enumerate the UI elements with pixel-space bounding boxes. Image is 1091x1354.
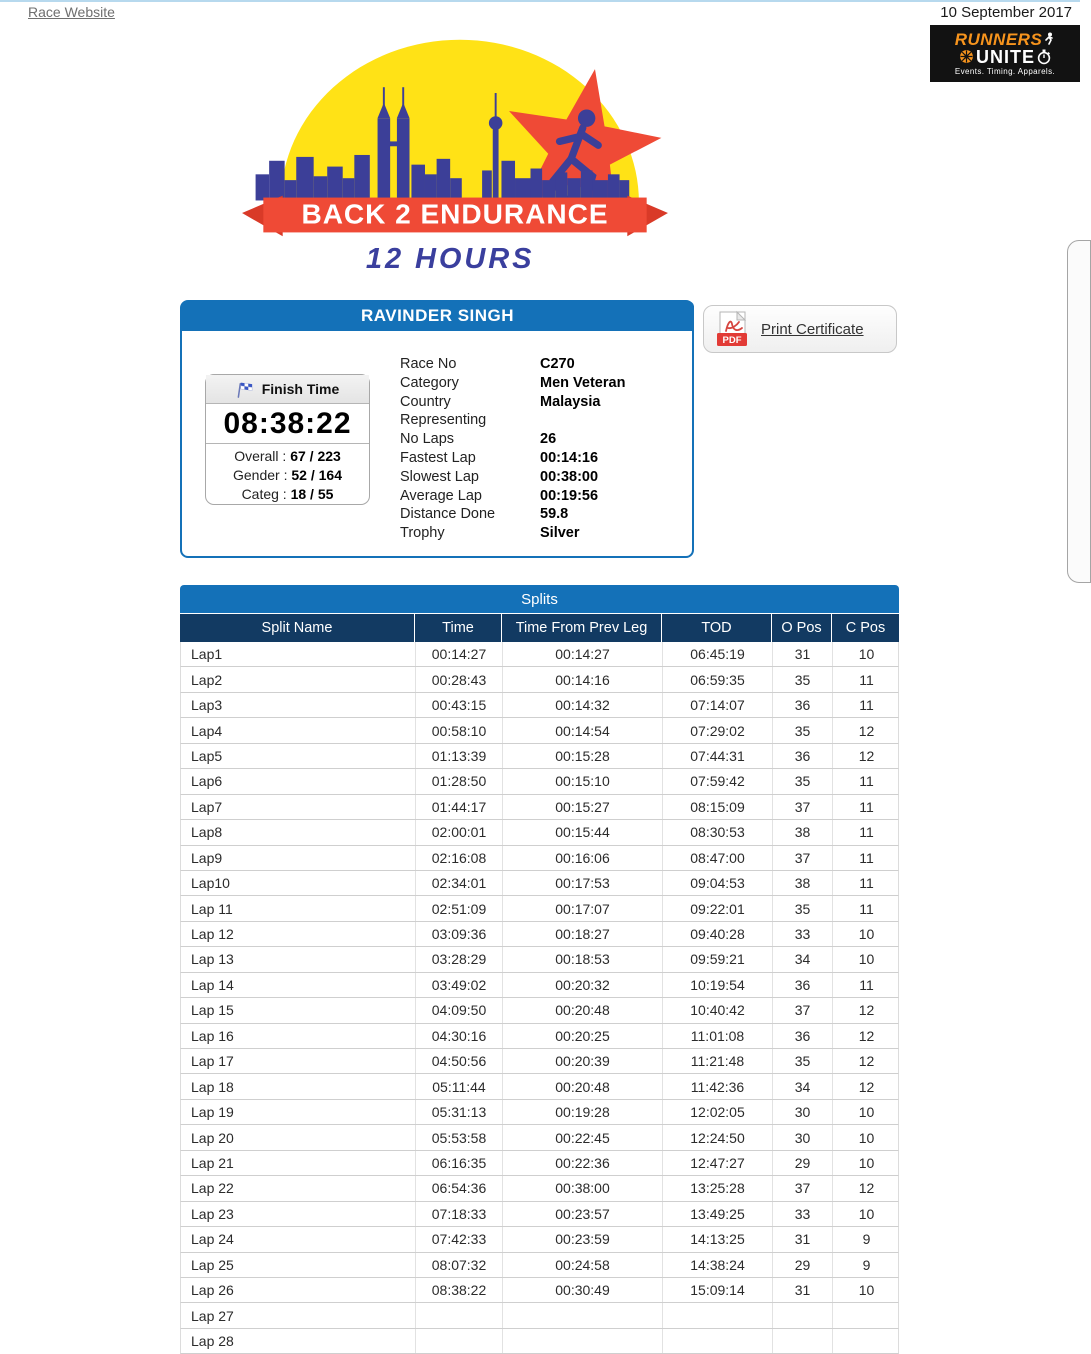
athlete-name: RAVINDER SINGH <box>181 301 694 331</box>
table-row <box>180 922 899 947</box>
splits-title: Splits <box>180 585 899 613</box>
split-value-cell: 10 <box>832 922 900 946</box>
finish-time-box <box>205 374 370 505</box>
split-value-cell: 37 <box>772 795 832 819</box>
split-value-cell: 35 <box>772 718 832 742</box>
table-row <box>180 1202 899 1227</box>
split-value-cell: 12 <box>832 998 900 1022</box>
split-value-cell: 38 <box>772 820 832 844</box>
split-value-cell: 12 <box>832 744 900 768</box>
split-value-cell: 10 <box>832 642 900 666</box>
table-row <box>180 1253 899 1278</box>
split-value-cell: 36 <box>772 744 832 768</box>
split-value-cell <box>415 1329 502 1353</box>
info-row <box>400 487 686 506</box>
split-value-cell: 31 <box>772 1278 832 1302</box>
finish-position-label: Gender : <box>233 467 292 483</box>
split-value-cell: 11 <box>832 973 900 997</box>
column-header: C Pos <box>831 614 899 642</box>
split-value-cell: 06:16:35 <box>415 1151 502 1175</box>
split-value-cell: 12 <box>832 1074 900 1098</box>
split-value-cell: 10 <box>832 1125 900 1149</box>
split-name-cell: Lap 17 <box>191 1053 234 1070</box>
info-value: Men Veteran <box>540 374 626 391</box>
split-value-cell: 00:18:27 <box>502 922 662 946</box>
table-row <box>180 1049 899 1074</box>
split-value-cell: 10:19:54 <box>662 973 772 997</box>
split-value-cell: 09:22:01 <box>662 896 772 920</box>
split-value-cell: 12 <box>832 718 900 742</box>
table-row <box>180 1100 899 1125</box>
split-value-cell: 10 <box>832 1100 900 1124</box>
split-value-cell: 08:38:22 <box>415 1278 502 1302</box>
split-value-cell: 12:02:05 <box>662 1100 772 1124</box>
column-header: Time From Prev Leg <box>501 614 661 642</box>
split-value-cell: 07:29:02 <box>662 718 772 742</box>
split-name-cell: Lap 20 <box>191 1129 234 1146</box>
info-label: Trophy <box>400 525 445 542</box>
pdf-icon <box>717 311 749 348</box>
banner-title: BACK 2 ENDURANCE <box>301 198 609 230</box>
split-value-cell: 15:09:14 <box>662 1278 772 1302</box>
column-header: O Pos <box>771 614 831 642</box>
split-value-cell: 9 <box>832 1227 900 1251</box>
info-label: Race No <box>400 356 457 372</box>
split-value-cell: 00:17:53 <box>502 871 662 895</box>
split-value-cell: 09:59:21 <box>662 947 772 971</box>
athlete-card <box>180 300 694 558</box>
split-value-cell: 00:15:10 <box>502 769 662 793</box>
split-value-cell: 00:15:44 <box>502 820 662 844</box>
split-value-cell <box>502 1303 662 1327</box>
split-name-cell: Lap8 <box>191 824 223 841</box>
top-accent-line <box>0 0 1080 2</box>
split-value-cell: 10:40:42 <box>662 998 772 1022</box>
split-value-cell: 34 <box>772 947 832 971</box>
table-row <box>180 896 899 921</box>
table-row <box>180 820 899 845</box>
split-value-cell: 00:14:27 <box>415 642 502 666</box>
split-value-cell: 02:16:08 <box>415 846 502 870</box>
split-value-cell: 30 <box>772 1100 832 1124</box>
split-value-cell <box>772 1303 832 1327</box>
info-value: 00:38:00 <box>540 468 599 485</box>
info-row <box>400 449 686 468</box>
split-name-cell: Lap 28 <box>191 1333 234 1350</box>
report-date: 10 September 2017 <box>940 4 1072 21</box>
split-value-cell: 00:14:32 <box>502 693 662 717</box>
info-label: Slowest Lap <box>400 468 479 485</box>
split-value-cell: 14:38:24 <box>662 1253 772 1277</box>
split-value-cell: 02:51:09 <box>415 896 502 920</box>
split-name-cell: Lap4 <box>191 722 223 739</box>
split-value-cell: 34 <box>772 1074 832 1098</box>
split-name-cell: Lap 14 <box>191 976 234 993</box>
split-value-cell: 36 <box>772 693 832 717</box>
split-value-cell: 37 <box>772 846 832 870</box>
split-value-cell: 00:14:27 <box>502 642 662 666</box>
split-value-cell: 11 <box>832 795 900 819</box>
event-logo <box>242 33 668 275</box>
split-value-cell: 29 <box>772 1151 832 1175</box>
info-row <box>400 374 686 393</box>
split-value-cell <box>772 1329 832 1353</box>
table-row <box>180 1125 899 1150</box>
split-name-cell: Lap 12 <box>191 926 234 943</box>
split-name-cell: Lap6 <box>191 773 223 790</box>
info-value: 00:19:56 <box>540 487 599 504</box>
split-value-cell: 00:17:07 <box>502 896 662 920</box>
split-value-cell: 10 <box>832 1151 900 1175</box>
split-value-cell: 00:20:25 <box>502 1024 662 1048</box>
split-value-cell: 04:50:56 <box>415 1049 502 1073</box>
table-row <box>180 769 899 794</box>
split-value-cell: 00:58:10 <box>415 718 502 742</box>
split-name-cell: Lap5 <box>191 747 223 764</box>
split-value-cell: 31 <box>772 642 832 666</box>
split-value-cell: 08:07:32 <box>415 1253 502 1277</box>
finish-time-header <box>206 375 369 404</box>
finish-position-row <box>206 447 369 466</box>
table-row <box>180 667 899 692</box>
table-row <box>180 1329 899 1354</box>
split-value-cell: 05:53:58 <box>415 1125 502 1149</box>
info-row <box>400 355 686 374</box>
split-name-cell: Lap 16 <box>191 1027 234 1044</box>
split-value-cell: 12:47:27 <box>662 1151 772 1175</box>
split-value-cell: 35 <box>772 769 832 793</box>
event-subtitle: 12 HOURS <box>365 243 535 276</box>
table-row <box>180 1303 899 1328</box>
split-name-cell: Lap2 <box>191 671 223 688</box>
table-row <box>180 1176 899 1201</box>
split-value-cell: 12 <box>832 1176 900 1200</box>
split-value-cell: 00:43:15 <box>415 693 502 717</box>
split-value-cell: 06:59:35 <box>662 667 772 691</box>
split-name-cell: Lap 25 <box>191 1256 234 1273</box>
split-value-cell: 10 <box>832 1278 900 1302</box>
split-value-cell: 07:18:33 <box>415 1202 502 1226</box>
split-value-cell: 35 <box>772 667 832 691</box>
split-name-cell: Lap1 <box>191 646 223 663</box>
runners-unite-tagline: Events. Timing. Apparels. <box>954 66 1056 76</box>
split-value-cell <box>662 1329 772 1353</box>
column-header: Time <box>414 614 501 642</box>
split-value-cell: 00:30:49 <box>502 1278 662 1302</box>
split-value-cell: 00:22:45 <box>502 1125 662 1149</box>
table-row <box>180 718 899 743</box>
info-row <box>400 505 686 524</box>
info-label: Fastest Lap <box>400 449 476 466</box>
unite-wordmark: UNITE <box>976 46 1035 67</box>
split-value-cell: 12 <box>832 1049 900 1073</box>
runners-unite-wordmark: RUNNERS <box>954 29 1043 49</box>
split-value-cell: 11 <box>832 871 900 895</box>
runner-icon <box>1042 32 1055 47</box>
split-value-cell: 37 <box>772 1176 832 1200</box>
split-name-cell: Lap3 <box>191 697 223 714</box>
runners-unite-logo <box>930 25 1080 82</box>
split-value-cell: 02:34:01 <box>415 871 502 895</box>
right-edge-panel <box>1067 240 1091 583</box>
info-row <box>400 393 686 431</box>
info-value: 59.8 <box>540 506 569 523</box>
table-row <box>180 973 899 998</box>
finish-position-value: 52 / 164 <box>291 467 342 483</box>
split-value-cell: 38 <box>772 871 832 895</box>
split-value-cell: 09:40:28 <box>662 922 772 946</box>
split-value-cell: 00:19:28 <box>502 1100 662 1124</box>
finish-position-label: Categ : <box>241 486 291 502</box>
split-value-cell: 13:49:25 <box>662 1202 772 1226</box>
table-row <box>180 1024 899 1049</box>
column-header: Split Name <box>261 620 333 636</box>
split-name-cell: Lap 24 <box>191 1231 234 1248</box>
table-row <box>180 1227 899 1252</box>
checkered-flag-icon <box>236 380 255 399</box>
split-value-cell: 06:45:19 <box>662 642 772 666</box>
table-row <box>180 846 899 871</box>
split-value-cell: 07:42:33 <box>415 1227 502 1251</box>
print-certificate-button[interactable] <box>703 305 897 353</box>
split-value-cell: 00:15:28 <box>502 744 662 768</box>
finish-time-value: 08:38:22 <box>206 404 369 444</box>
split-value-cell: 30 <box>772 1125 832 1149</box>
split-name-cell: Lap 15 <box>191 1002 234 1019</box>
info-label: Average Lap <box>400 487 482 504</box>
race-website-link[interactable]: Race Website <box>28 4 115 20</box>
split-value-cell: 10 <box>832 1202 900 1226</box>
split-value-cell <box>502 1329 662 1353</box>
split-name-cell: Lap 18 <box>191 1078 234 1095</box>
split-name-cell: Lap 21 <box>191 1154 234 1171</box>
split-value-cell: 00:22:36 <box>502 1151 662 1175</box>
split-value-cell: 01:13:39 <box>415 744 502 768</box>
split-value-cell: 08:47:00 <box>662 846 772 870</box>
table-row <box>180 871 899 896</box>
split-value-cell: 37 <box>772 998 832 1022</box>
finish-position-label: Overall : <box>234 448 291 464</box>
split-name-cell: Lap 11 <box>191 900 233 917</box>
split-name-cell: Lap 19 <box>191 1104 234 1121</box>
split-value-cell: 00:24:58 <box>502 1253 662 1277</box>
split-value-cell: 14:13:25 <box>662 1227 772 1251</box>
info-label: Category <box>400 374 459 391</box>
split-value-cell: 05:31:13 <box>415 1100 502 1124</box>
split-value-cell: 00:14:16 <box>502 667 662 691</box>
split-value-cell: 11:42:36 <box>662 1074 772 1098</box>
split-value-cell: 35 <box>772 896 832 920</box>
split-value-cell <box>415 1303 502 1327</box>
split-value-cell: 07:59:42 <box>662 769 772 793</box>
split-name-cell: Lap 26 <box>191 1282 234 1299</box>
split-name-cell: Lap9 <box>191 849 223 866</box>
split-value-cell: 00:20:39 <box>502 1049 662 1073</box>
info-row <box>400 524 686 543</box>
info-label: No Laps <box>400 431 455 448</box>
split-name-cell: Lap10 <box>191 875 230 892</box>
split-value-cell: 11:21:48 <box>662 1049 772 1073</box>
split-value-cell: 01:28:50 <box>415 769 502 793</box>
info-row <box>400 430 686 449</box>
split-value-cell: 00:18:53 <box>502 947 662 971</box>
split-value-cell: 12 <box>832 1024 900 1048</box>
table-row <box>180 1151 899 1176</box>
split-value-cell: 03:09:36 <box>415 922 502 946</box>
split-value-cell <box>662 1303 772 1327</box>
split-value-cell <box>832 1329 900 1353</box>
split-value-cell: 33 <box>772 922 832 946</box>
info-value: 00:14:16 <box>540 449 599 466</box>
split-value-cell: 00:16:06 <box>502 846 662 870</box>
finish-positions <box>206 444 369 504</box>
info-value: Silver <box>540 525 580 542</box>
split-value-cell: 02:00:01 <box>415 820 502 844</box>
split-name-cell: Lap 13 <box>191 951 234 968</box>
table-row <box>180 947 899 972</box>
table-row <box>180 1278 899 1303</box>
runners-unite-line2 <box>959 48 1051 66</box>
split-value-cell: 36 <box>772 973 832 997</box>
splits-rows <box>180 642 899 1354</box>
split-value-cell: 35 <box>772 1049 832 1073</box>
stopwatch-icon <box>1037 49 1051 65</box>
info-label: Distance Done <box>400 506 496 523</box>
split-value-cell: 03:49:02 <box>415 973 502 997</box>
split-value-cell: 01:44:17 <box>415 795 502 819</box>
split-value-cell: 00:23:57 <box>502 1202 662 1226</box>
split-value-cell: 10 <box>832 947 900 971</box>
split-value-cell: 31 <box>772 1227 832 1251</box>
table-row <box>180 744 899 769</box>
info-value: C270 <box>540 356 575 372</box>
split-value-cell: 33 <box>772 1202 832 1226</box>
wheel-icon <box>959 49 974 64</box>
pdf-icon-label: PDF <box>722 334 742 346</box>
info-label: Country Representing <box>400 393 487 429</box>
splits-header-row <box>180 614 899 642</box>
split-value-cell: 05:11:44 <box>415 1074 502 1098</box>
split-value-cell: 11 <box>832 693 900 717</box>
split-value-cell: 00:23:59 <box>502 1227 662 1251</box>
split-value-cell: 9 <box>832 1253 900 1277</box>
print-certificate-label: Print Certificate <box>761 320 864 338</box>
split-value-cell: 09:04:53 <box>662 871 772 895</box>
split-value-cell <box>832 1303 900 1327</box>
split-value-cell: 00:14:54 <box>502 718 662 742</box>
finish-position-row <box>206 485 369 504</box>
split-value-cell: 11 <box>832 769 900 793</box>
info-row <box>400 468 686 487</box>
split-value-cell: 00:20:48 <box>502 1074 662 1098</box>
split-value-cell: 00:38:00 <box>502 1176 662 1200</box>
split-value-cell: 11:01:08 <box>662 1024 772 1048</box>
finish-position-value: 18 / 55 <box>290 486 334 502</box>
finish-time-label: Finish Time <box>261 381 340 397</box>
column-header: TOD <box>661 614 771 642</box>
info-value: Malaysia <box>540 393 601 410</box>
split-value-cell: 08:30:53 <box>662 820 772 844</box>
split-name-cell: Lap 27 <box>191 1307 234 1324</box>
split-value-cell: 11 <box>832 896 900 920</box>
split-value-cell: 11 <box>832 667 900 691</box>
split-name-cell: Lap 23 <box>191 1205 234 1222</box>
split-value-cell: 00:28:43 <box>415 667 502 691</box>
athlete-info-list <box>400 355 686 543</box>
split-value-cell: 07:14:07 <box>662 693 772 717</box>
table-row <box>180 998 899 1023</box>
table-row <box>180 693 899 718</box>
split-value-cell: 00:20:32 <box>502 973 662 997</box>
split-value-cell: 07:44:31 <box>662 744 772 768</box>
split-name-cell: Lap7 <box>191 798 223 815</box>
finish-position-value: 67 / 223 <box>290 448 341 464</box>
runners-unite-line1 <box>955 31 1056 48</box>
table-row <box>180 642 899 667</box>
split-value-cell: 03:28:29 <box>415 947 502 971</box>
split-value-cell: 29 <box>772 1253 832 1277</box>
split-value-cell: 00:20:48 <box>502 998 662 1022</box>
runner-head <box>578 109 595 126</box>
split-value-cell: 06:54:36 <box>415 1176 502 1200</box>
split-value-cell: 04:09:50 <box>415 998 502 1022</box>
table-row <box>180 795 899 820</box>
split-value-cell: 12:24:50 <box>662 1125 772 1149</box>
table-row <box>180 1074 899 1099</box>
split-value-cell: 36 <box>772 1024 832 1048</box>
split-value-cell: 00:15:27 <box>502 795 662 819</box>
splits-table <box>180 585 899 1354</box>
split-value-cell: 11 <box>832 820 900 844</box>
split-name-cell: Lap 22 <box>191 1180 234 1197</box>
info-value: 26 <box>540 431 557 448</box>
split-value-cell: 04:30:16 <box>415 1024 502 1048</box>
split-value-cell: 11 <box>832 846 900 870</box>
finish-position-row <box>206 466 369 485</box>
split-value-cell: 08:15:09 <box>662 795 772 819</box>
split-value-cell: 13:25:28 <box>662 1176 772 1200</box>
